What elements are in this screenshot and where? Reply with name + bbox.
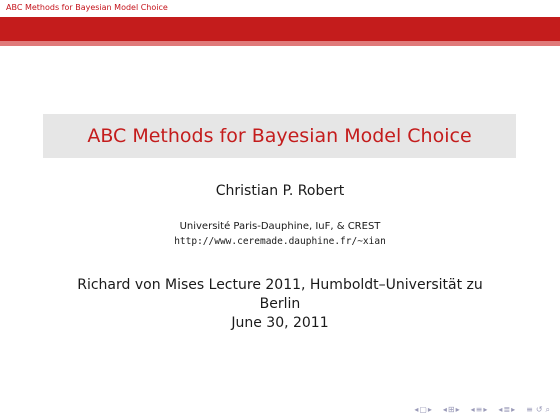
section-next-icon[interactable]: ▸ (483, 405, 488, 414)
date: June 30, 2011 (231, 315, 329, 331)
slide-nav (498, 406, 515, 414)
beamer-navigation (414, 406, 550, 414)
subsection-next-icon[interactable]: ▸ (455, 405, 460, 414)
slide-prev-icon[interactable]: ◂ (498, 405, 503, 414)
institute: Université Paris-Dauphine, IuF, & CREST (179, 221, 381, 232)
frame-nav (414, 406, 432, 414)
headline-bar (0, 0, 560, 17)
frame-prev-icon[interactable]: ◂ (414, 405, 419, 414)
short-title: ABC Methods for Bayesian Model Choice (6, 3, 168, 12)
header-band-shadow (0, 41, 560, 46)
slide-icon: ≣ (503, 405, 511, 414)
section-icon: ≡ (475, 405, 483, 414)
author: Christian P. Robert (215, 183, 345, 199)
event (60, 276, 500, 314)
frame-next-icon[interactable]: ▸ (427, 405, 432, 414)
event-line-1: Richard von Mises Lecture 2011, Humboldt–Universität zu (77, 277, 483, 293)
section-prev-icon[interactable]: ◂ (470, 405, 475, 414)
header-band (0, 17, 560, 41)
subsection-nav (443, 406, 460, 414)
align-icon[interactable]: ≡ (526, 405, 533, 414)
subsection-prev-icon[interactable]: ◂ (442, 405, 447, 414)
frame-icon: ▢ (419, 405, 427, 414)
title-box (43, 114, 516, 158)
event-line-2: Berlin (259, 296, 301, 312)
section-nav (471, 406, 488, 414)
author-url[interactable]: http://www.ceremade.dauphine.fr/~xian (174, 236, 386, 247)
search-icon[interactable]: ⌕ (545, 405, 550, 414)
slide-title: ABC Methods for Bayesian Model Choice (87, 125, 472, 147)
slide-next-icon[interactable]: ▸ (511, 405, 516, 414)
subsection-icon: ⊞ (447, 405, 455, 414)
undo-icon[interactable]: ↺ (535, 405, 543, 414)
